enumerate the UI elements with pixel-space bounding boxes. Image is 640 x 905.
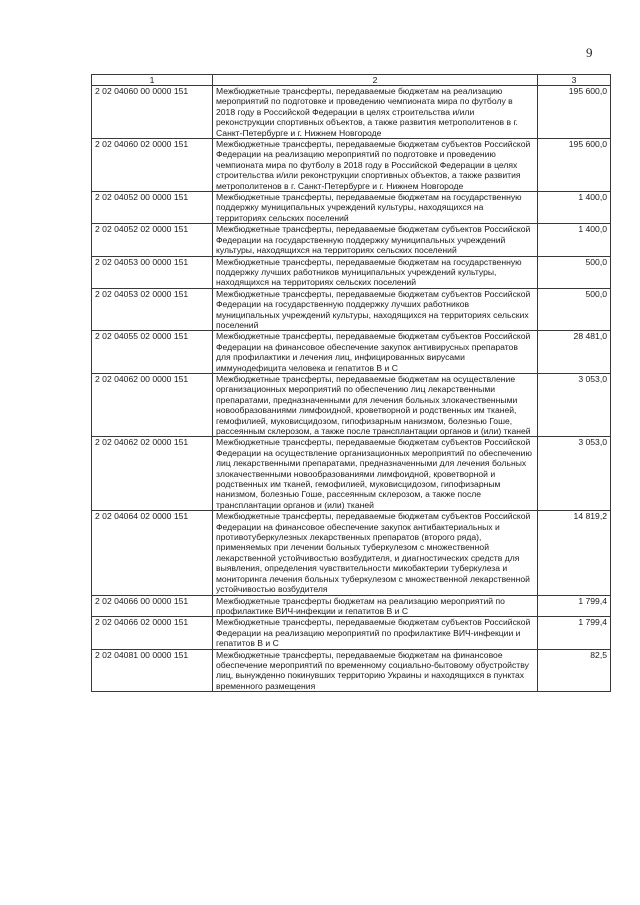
- budget-description: Межбюджетные трансферты, передаваемые бюджетам субъектов Российской Федерации на реализацию мероприятий по профилактике ВИЧ-инфекции и гепатитов В и С: [213, 617, 538, 649]
- column-header-code: 1: [92, 75, 213, 86]
- table-row: [92, 373, 611, 436]
- table-row: [92, 139, 611, 192]
- budget-amount: 14 819,2: [538, 511, 611, 595]
- budget-code: 2 02 04064 02 0000 151: [92, 511, 213, 595]
- table-row: [92, 86, 611, 139]
- budget-description: Межбюджетные трансферты, передаваемые бюджетам субъектов Российской Федерации на финансовое обеспечение закупок антивирусных препаратов для профилактики и лечения лиц, инфицированных вирусами иммунодефицита человека и гепатитов В и С: [213, 331, 538, 374]
- budget-amount: 195 600,0: [538, 86, 611, 139]
- budget-code: 2 02 04066 00 0000 151: [92, 595, 213, 617]
- budget-code: 2 02 04060 02 0000 151: [92, 139, 213, 192]
- table-row: [92, 617, 611, 649]
- table-row: [92, 331, 611, 374]
- budget-description: Межбюджетные трансферты, передаваемые бюджетам субъектов Российской Федерации на реализацию мероприятий по подготовке и проведению чемпионата мира по футболу в 2018 году в Российской Федерации в целях строительства и/или реконструкции спортивных объектов, а также развития метрополитенов в г. Санкт-Петербурге и г. Нижнем Новгороде: [213, 139, 538, 192]
- budget-code: 2 02 04053 02 0000 151: [92, 288, 213, 331]
- table-row: [92, 192, 611, 224]
- budget-code: 2 02 04052 00 0000 151: [92, 192, 213, 224]
- budget-amount: 1 400,0: [538, 192, 611, 224]
- budget-description: Межбюджетные трансферты, передаваемые бюджетам субъектов Российской Федерации на финансовое обеспечение закупок антибактериальных и противотуберкулезных лекарственных препаратов (второго ряда), применяемых при лечении больных туберкулезом с множественной лекарственной устойчивостью возбудителя, и диагностических средств для выявления, определения чувствительности микобактерии туберкулеза и мониторинга лечения больных туберкулезом с множественной лекарственной устойчивостью возбудителя: [213, 511, 538, 595]
- table-row: [92, 437, 611, 511]
- page-number: 9: [586, 45, 593, 60]
- table-row: [92, 224, 611, 256]
- budget-amount: 195 600,0: [538, 139, 611, 192]
- table-row: [92, 256, 611, 288]
- budget-description: Межбюджетные трансферты, передаваемые бюджетам на государственную поддержку муниципальных учреждений культуры, находящихся на территориях сельских поселений: [213, 192, 538, 224]
- budget-code: 2 02 04062 00 0000 151: [92, 373, 213, 436]
- budget-amount: 1 799,4: [538, 617, 611, 649]
- budget-code: 2 02 04066 02 0000 151: [92, 617, 213, 649]
- column-header-amount: 3: [538, 75, 611, 86]
- budget-description: Межбюджетные трансферты, передаваемые бюджетам на финансовое обеспечение мероприятий по временному социально-бытовому обустройству лиц, вынужденно покинувших территорию Украины и находящихся в пунктах временного размещения: [213, 649, 538, 692]
- budget-description: Межбюджетные трансферты, передаваемые бюджетам субъектов Российской Федерации на государственную поддержку лучших работников муниципальных учреждений культуры, находящихся на территориях сельских поселений: [213, 288, 538, 331]
- table-header-row: [92, 75, 611, 86]
- budget-description: Межбюджетные трансферты бюджетам на реализацию мероприятий по профилактике ВИЧ-инфекции и гепатитов В и С: [213, 595, 538, 617]
- column-header-description: 2: [213, 75, 538, 86]
- budget-code: 2 02 04081 00 0000 151: [92, 649, 213, 692]
- budget-description: Межбюджетные трансферты, передаваемые бюджетам субъектов Российской Федерации на осуществление организационных мероприятий по обеспечению лиц лекарственными препаратами, предназначенными для лечения больных злокачественными новообразованиями лимфоидной, кроветворной и родственных им тканей, гемофилией, муковисцидозом, гипофизарным нанизмом, болезнью Гоше, рассеянным склерозом, а также после трансплантации органов и (или) тканей: [213, 437, 538, 511]
- budget-amount: 82,5: [538, 649, 611, 692]
- budget-amount: 500,0: [538, 288, 611, 331]
- budget-amount: 1 799,4: [538, 595, 611, 617]
- budget-code: 2 02 04052 02 0000 151: [92, 224, 213, 256]
- budget-description: Межбюджетные трансферты, передаваемые бюджетам на реализацию мероприятий по подготовке и проведению чемпионата мира по футболу в 2018 году в Российской Федерации в целях строительства и/или реконструкции спортивных объектов, а также развития метрополитенов в г. Санкт-Петербурге и г. Нижнем Новгороде: [213, 86, 538, 139]
- budget-code: 2 02 04055 02 0000 151: [92, 331, 213, 374]
- budget-code: 2 02 04062 02 0000 151: [92, 437, 213, 511]
- budget-code: 2 02 04053 00 0000 151: [92, 256, 213, 288]
- table-row: [92, 595, 611, 617]
- table-row: [92, 288, 611, 331]
- budget-amount: 1 400,0: [538, 224, 611, 256]
- budget-amount: 500,0: [538, 256, 611, 288]
- budget-amount: 3 053,0: [538, 437, 611, 511]
- table-row: [92, 649, 611, 692]
- budget-description: Межбюджетные трансферты, передаваемые бюджетам на осуществление организационных мероприятий по обеспечению лиц лекарственными препаратами, предназначенными для лечения больных злокачественными новообразованиями лимфоидной, кроветворной и родственных им тканей, гемофилией, муковисцидозом, гипофизарным нанизмом, болезнью Гоше, рассеянным склерозом, а также после трансплантации органов и (или) тканей: [213, 373, 538, 436]
- budget-amount: 3 053,0: [538, 373, 611, 436]
- budget-description: Межбюджетные трансферты, передаваемые бюджетам на государственную поддержку лучших работников муниципальных учреждений культуры, находящихся на территориях сельских поселений: [213, 256, 538, 288]
- budget-amount: 28 481,0: [538, 331, 611, 374]
- table-row: [92, 511, 611, 595]
- budget-table: [91, 74, 611, 692]
- budget-code: 2 02 04060 00 0000 151: [92, 86, 213, 139]
- budget-description: Межбюджетные трансферты, передаваемые бюджетам субъектов Российской Федерации на государственную поддержку муниципальных учреждений культуры, находящихся на территориях сельских поселений: [213, 224, 538, 256]
